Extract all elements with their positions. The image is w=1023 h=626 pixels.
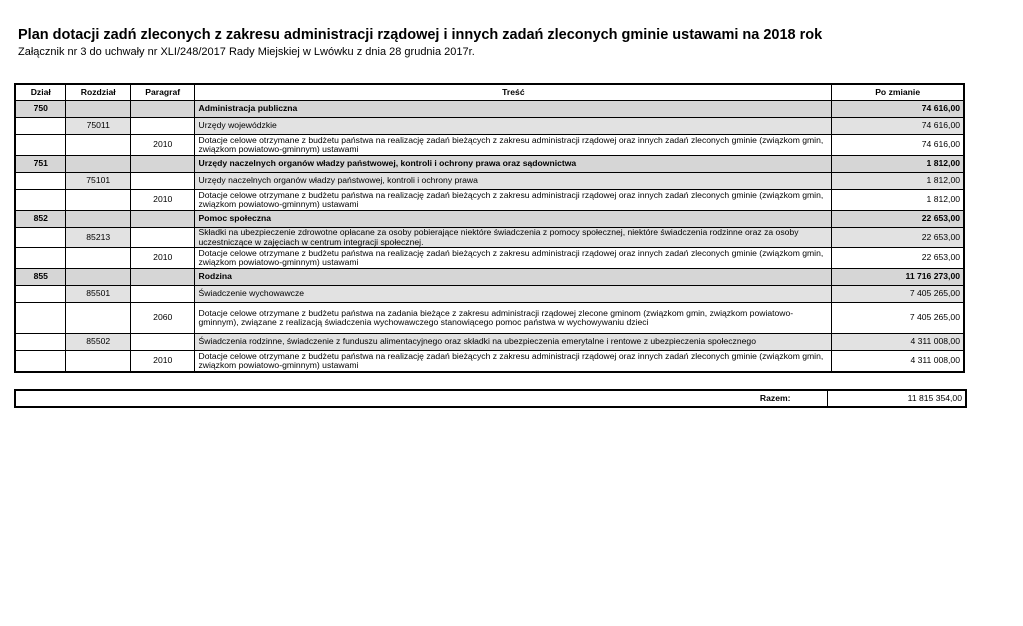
cell-rozdzial: 75101 [66, 173, 131, 190]
cell-paragraf [130, 101, 195, 118]
cell-paragraf [130, 173, 195, 190]
total-label: Razem: [15, 390, 827, 407]
cell-dzial [15, 228, 66, 248]
cell-tresc: Świadczenia rodzinne, świadczenie z funduszu alimentacyjnego oraz składki na ubezpieczenia emerytalne i rentowe z ubezpieczenia społecznego [195, 334, 832, 351]
total-table [14, 389, 967, 408]
cell-paragraf [130, 286, 195, 303]
table-header-row [15, 84, 964, 101]
table-row-paragraf [15, 248, 964, 269]
cell-rozdzial [66, 303, 131, 334]
cell-dzial [15, 351, 66, 373]
cell-dzial [15, 248, 66, 269]
cell-dzial: 751 [15, 156, 66, 173]
cell-paragraf [130, 156, 195, 173]
cell-dzial [15, 334, 66, 351]
cell-tresc: Dotacje celowe otrzymane z budżetu państwa na realizację zadań bieżących z zakresu administracji rządowej oraz innych zadań zleconych gminie (związkom gmin, związkom powiatowo-gminnym) ustawami [195, 248, 832, 269]
cell-dzial [15, 173, 66, 190]
cell-value: 1 812,00 [832, 156, 964, 173]
cell-tresc: Administracja publiczna [195, 101, 832, 118]
cell-value: 74 616,00 [832, 135, 964, 156]
cell-value: 7 405 265,00 [832, 286, 964, 303]
cell-value: 74 616,00 [832, 118, 964, 135]
cell-tresc: Dotacje celowe otrzymane z budżetu państwa na realizację zadań bieżących z zakresu administracji rządowej oraz innych zadań zleconych gminie (związkom gmin, związkom powiatowo-gminnym) ustawami [195, 135, 832, 156]
cell-paragraf: 2010 [130, 190, 195, 211]
cell-tresc: Składki na ubezpieczenie zdrowotne opłacane za osoby pobierające niektóre świadczenia z pomocy społecznej, niektóre świadczenia rodzinne oraz za osoby uczestniczące w zajęciach w centrum integracji społecznej. [195, 228, 832, 248]
column-header-tresc: Treść [195, 84, 832, 101]
cell-rozdzial [66, 135, 131, 156]
cell-paragraf [130, 118, 195, 135]
table-row-paragraf [15, 351, 964, 373]
cell-tresc: Dotacje celowe otrzymane z budżetu państwa na zadania bieżące z zakresu administracji rządowej zlecone gminom (związkom gmin, związkom powiatowo-gminnym), związane z realizacją świadczenia wychowawczego stanowiącego pomoc państwa w wychowywaniu dzieci [195, 303, 832, 334]
cell-paragraf: 2010 [130, 248, 195, 269]
cell-value: 22 653,00 [832, 248, 964, 269]
total-value: 11 815 354,00 [827, 390, 966, 407]
dotacje-table [14, 83, 965, 373]
cell-dzial: 855 [15, 269, 66, 286]
total-row [15, 390, 966, 407]
table-row-dzial [15, 269, 964, 286]
cell-paragraf: 2060 [130, 303, 195, 334]
cell-tresc: Dotacje celowe otrzymane z budżetu państwa na realizację zadań bieżących z zakresu administracji rządowej oraz innych zadań zleconych gminie (związkom gmin, związkom powiatowo-gminnym) ustawami [195, 351, 832, 373]
cell-rozdzial [66, 101, 131, 118]
cell-paragraf: 2010 [130, 351, 195, 373]
cell-dzial [15, 190, 66, 211]
cell-tresc: Dotacje celowe otrzymane z budżetu państwa na realizację zadań bieżących z zakresu administracji rządowej oraz innych zadań zleconych gminie (związkom gmin, związkom powiatowo-gminnym) ustawami [195, 190, 832, 211]
table-row-rozdzial [15, 118, 964, 135]
table-row-rozdzial [15, 173, 964, 190]
page-subtitle: Załącznik nr 3 do uchwały nr XLI/248/2017 Rady Miejskiej w Lwówku z dnia 28 grudnia 2017r. [18, 46, 475, 58]
cell-value: 22 653,00 [832, 211, 964, 228]
cell-paragraf [130, 228, 195, 248]
cell-value: 7 405 265,00 [832, 303, 964, 334]
cell-value: 74 616,00 [832, 101, 964, 118]
cell-rozdzial: 85213 [66, 228, 131, 248]
column-header-paragraf: Paragraf [130, 84, 195, 101]
cell-rozdzial [66, 156, 131, 173]
cell-dzial [15, 303, 66, 334]
table-row-rozdzial [15, 286, 964, 303]
cell-value: 1 812,00 [832, 190, 964, 211]
cell-dzial: 852 [15, 211, 66, 228]
cell-tresc: Świadczenie wychowawcze [195, 286, 832, 303]
cell-value: 4 311 008,00 [832, 351, 964, 373]
cell-paragraf [130, 211, 195, 228]
table-row-rozdzial [15, 334, 964, 351]
column-header-po-zmianie: Po zmianie [832, 84, 964, 101]
cell-tresc: Pomoc społeczna [195, 211, 832, 228]
cell-tresc: Urzędy naczelnych organów władzy państwowej, kontroli i ochrony prawa [195, 173, 832, 190]
cell-value: 4 311 008,00 [832, 334, 964, 351]
cell-value: 11 716 273,00 [832, 269, 964, 286]
cell-rozdzial: 85502 [66, 334, 131, 351]
cell-dzial [15, 135, 66, 156]
cell-rozdzial [66, 248, 131, 269]
table-row-paragraf [15, 135, 964, 156]
table-body [15, 101, 964, 373]
cell-rozdzial [66, 269, 131, 286]
cell-rozdzial: 85501 [66, 286, 131, 303]
table-row-dzial [15, 101, 964, 118]
cell-tresc: Rodzina [195, 269, 832, 286]
cell-value: 1 812,00 [832, 173, 964, 190]
cell-rozdzial: 75011 [66, 118, 131, 135]
page-title: Plan dotacji zadń zleconych z zakresu administracji rządowej i innych zadań zleconych gminie ustawami na 2018 rok [18, 27, 823, 43]
table-row-dzial [15, 211, 964, 228]
cell-rozdzial [66, 190, 131, 211]
cell-dzial: 750 [15, 101, 66, 118]
table-row-paragraf [15, 190, 964, 211]
cell-tresc: Urzędy naczelnych organów władzy państwowej, kontroli i ochrony prawa oraz sądownictwa [195, 156, 832, 173]
table-row-rozdzial [15, 228, 964, 248]
cell-rozdzial [66, 351, 131, 373]
cell-rozdzial [66, 211, 131, 228]
column-header-rozdzial: Rozdział [66, 84, 131, 101]
cell-dzial [15, 118, 66, 135]
cell-paragraf [130, 269, 195, 286]
cell-paragraf [130, 334, 195, 351]
column-header-dzial: Dział [15, 84, 66, 101]
cell-value: 22 653,00 [832, 228, 964, 248]
cell-paragraf: 2010 [130, 135, 195, 156]
table-row-dzial [15, 156, 964, 173]
cell-dzial [15, 286, 66, 303]
table-row-paragraf [15, 303, 964, 334]
cell-tresc: Urzędy wojewódzkie [195, 118, 832, 135]
